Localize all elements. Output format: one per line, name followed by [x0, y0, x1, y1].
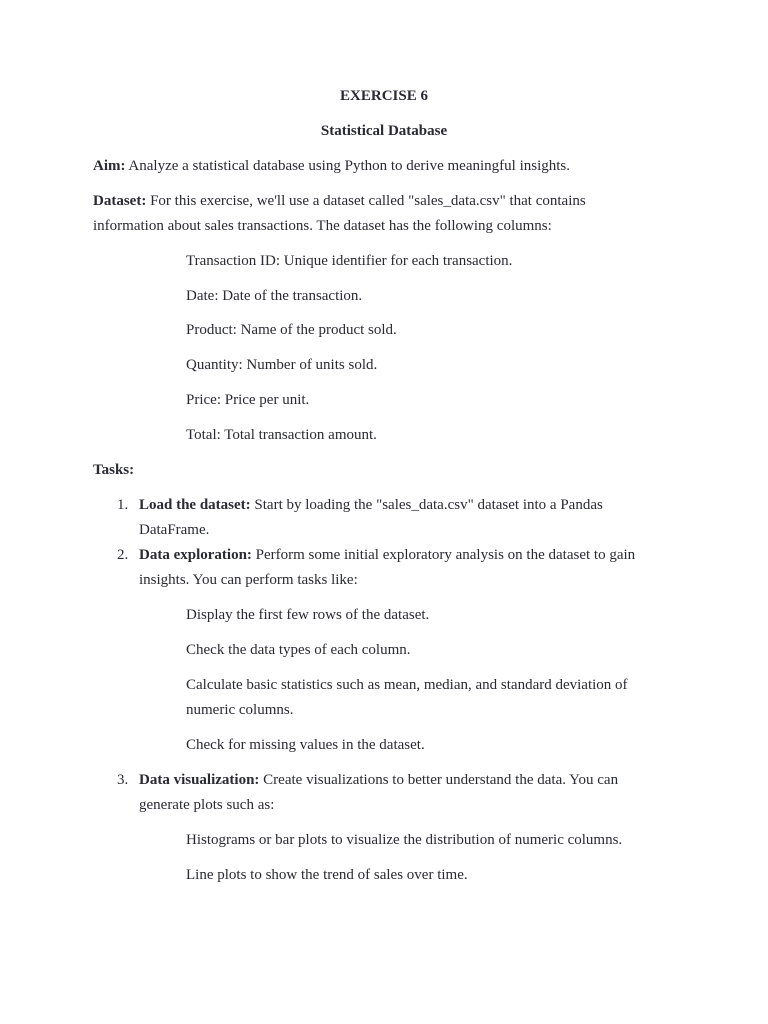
task-item-line2: insights. You can perform tasks like:: [139, 572, 358, 588]
task-number: 3.: [117, 772, 129, 788]
aim-text: Analyze a statistical database using Python to derive meaningful insights.: [125, 158, 570, 174]
column-item: Date: Date of the transaction.: [186, 288, 363, 304]
task-item-line1: [139, 496, 603, 514]
subtask-item: Check for missing values in the dataset.: [186, 737, 425, 753]
dataset-paragraph-line1: [93, 192, 586, 210]
subtask-item: Histograms or bar plots to visualize the distribution of numeric columns.: [186, 832, 623, 848]
task-item-line2: DataFrame.: [139, 522, 210, 538]
subtask-item: Display the first few rows of the dataset.: [186, 607, 430, 623]
column-item: Price: Price per unit.: [186, 392, 310, 408]
task-label: Data exploration:: [139, 547, 252, 563]
page-title: EXERCISE 6: [340, 88, 428, 104]
subtask-item: Calculate basic statistics such as mean, median, and standard deviation of: [186, 677, 628, 693]
task-number: 1.: [117, 497, 129, 513]
dataset-text-line1: For this exercise, we'll use a dataset called "sales_data.csv" that contains: [146, 193, 586, 209]
task-item-line2: generate plots such as:: [139, 797, 275, 813]
task-text: Start by loading the "sales_data.csv" dataset into a Pandas: [250, 497, 603, 513]
page-subtitle: Statistical Database: [320, 123, 448, 139]
task-number: 2.: [117, 547, 129, 563]
subtask-item-continued: numeric columns.: [186, 702, 294, 718]
column-item: Total: Total transaction amount.: [186, 427, 377, 443]
column-item: Transaction ID: Unique identifier for each transaction.: [186, 253, 513, 269]
task-item-line1: [139, 771, 618, 789]
task-label: Data visualization:: [139, 772, 260, 788]
task-label: Load the dataset:: [139, 497, 251, 513]
aim-paragraph: [93, 157, 570, 175]
dataset-text-line2: information about sales transactions. The dataset has the following columns:: [93, 218, 552, 234]
dataset-label: Dataset:: [93, 193, 147, 209]
column-item: Product: Name of the product sold.: [186, 322, 397, 338]
task-item-line1: [139, 546, 635, 564]
task-text: Perform some initial exploratory analysis on the dataset to gain: [251, 547, 636, 563]
task-text: Create visualizations to better understand the data. You can: [259, 772, 619, 788]
subtask-item: Check the data types of each column.: [186, 642, 411, 658]
column-item: Quantity: Number of units sold.: [186, 357, 378, 373]
tasks-heading: Tasks:: [93, 462, 135, 478]
aim-label: Aim:: [93, 158, 126, 174]
subtask-item: Line plots to show the trend of sales over time.: [186, 867, 468, 883]
